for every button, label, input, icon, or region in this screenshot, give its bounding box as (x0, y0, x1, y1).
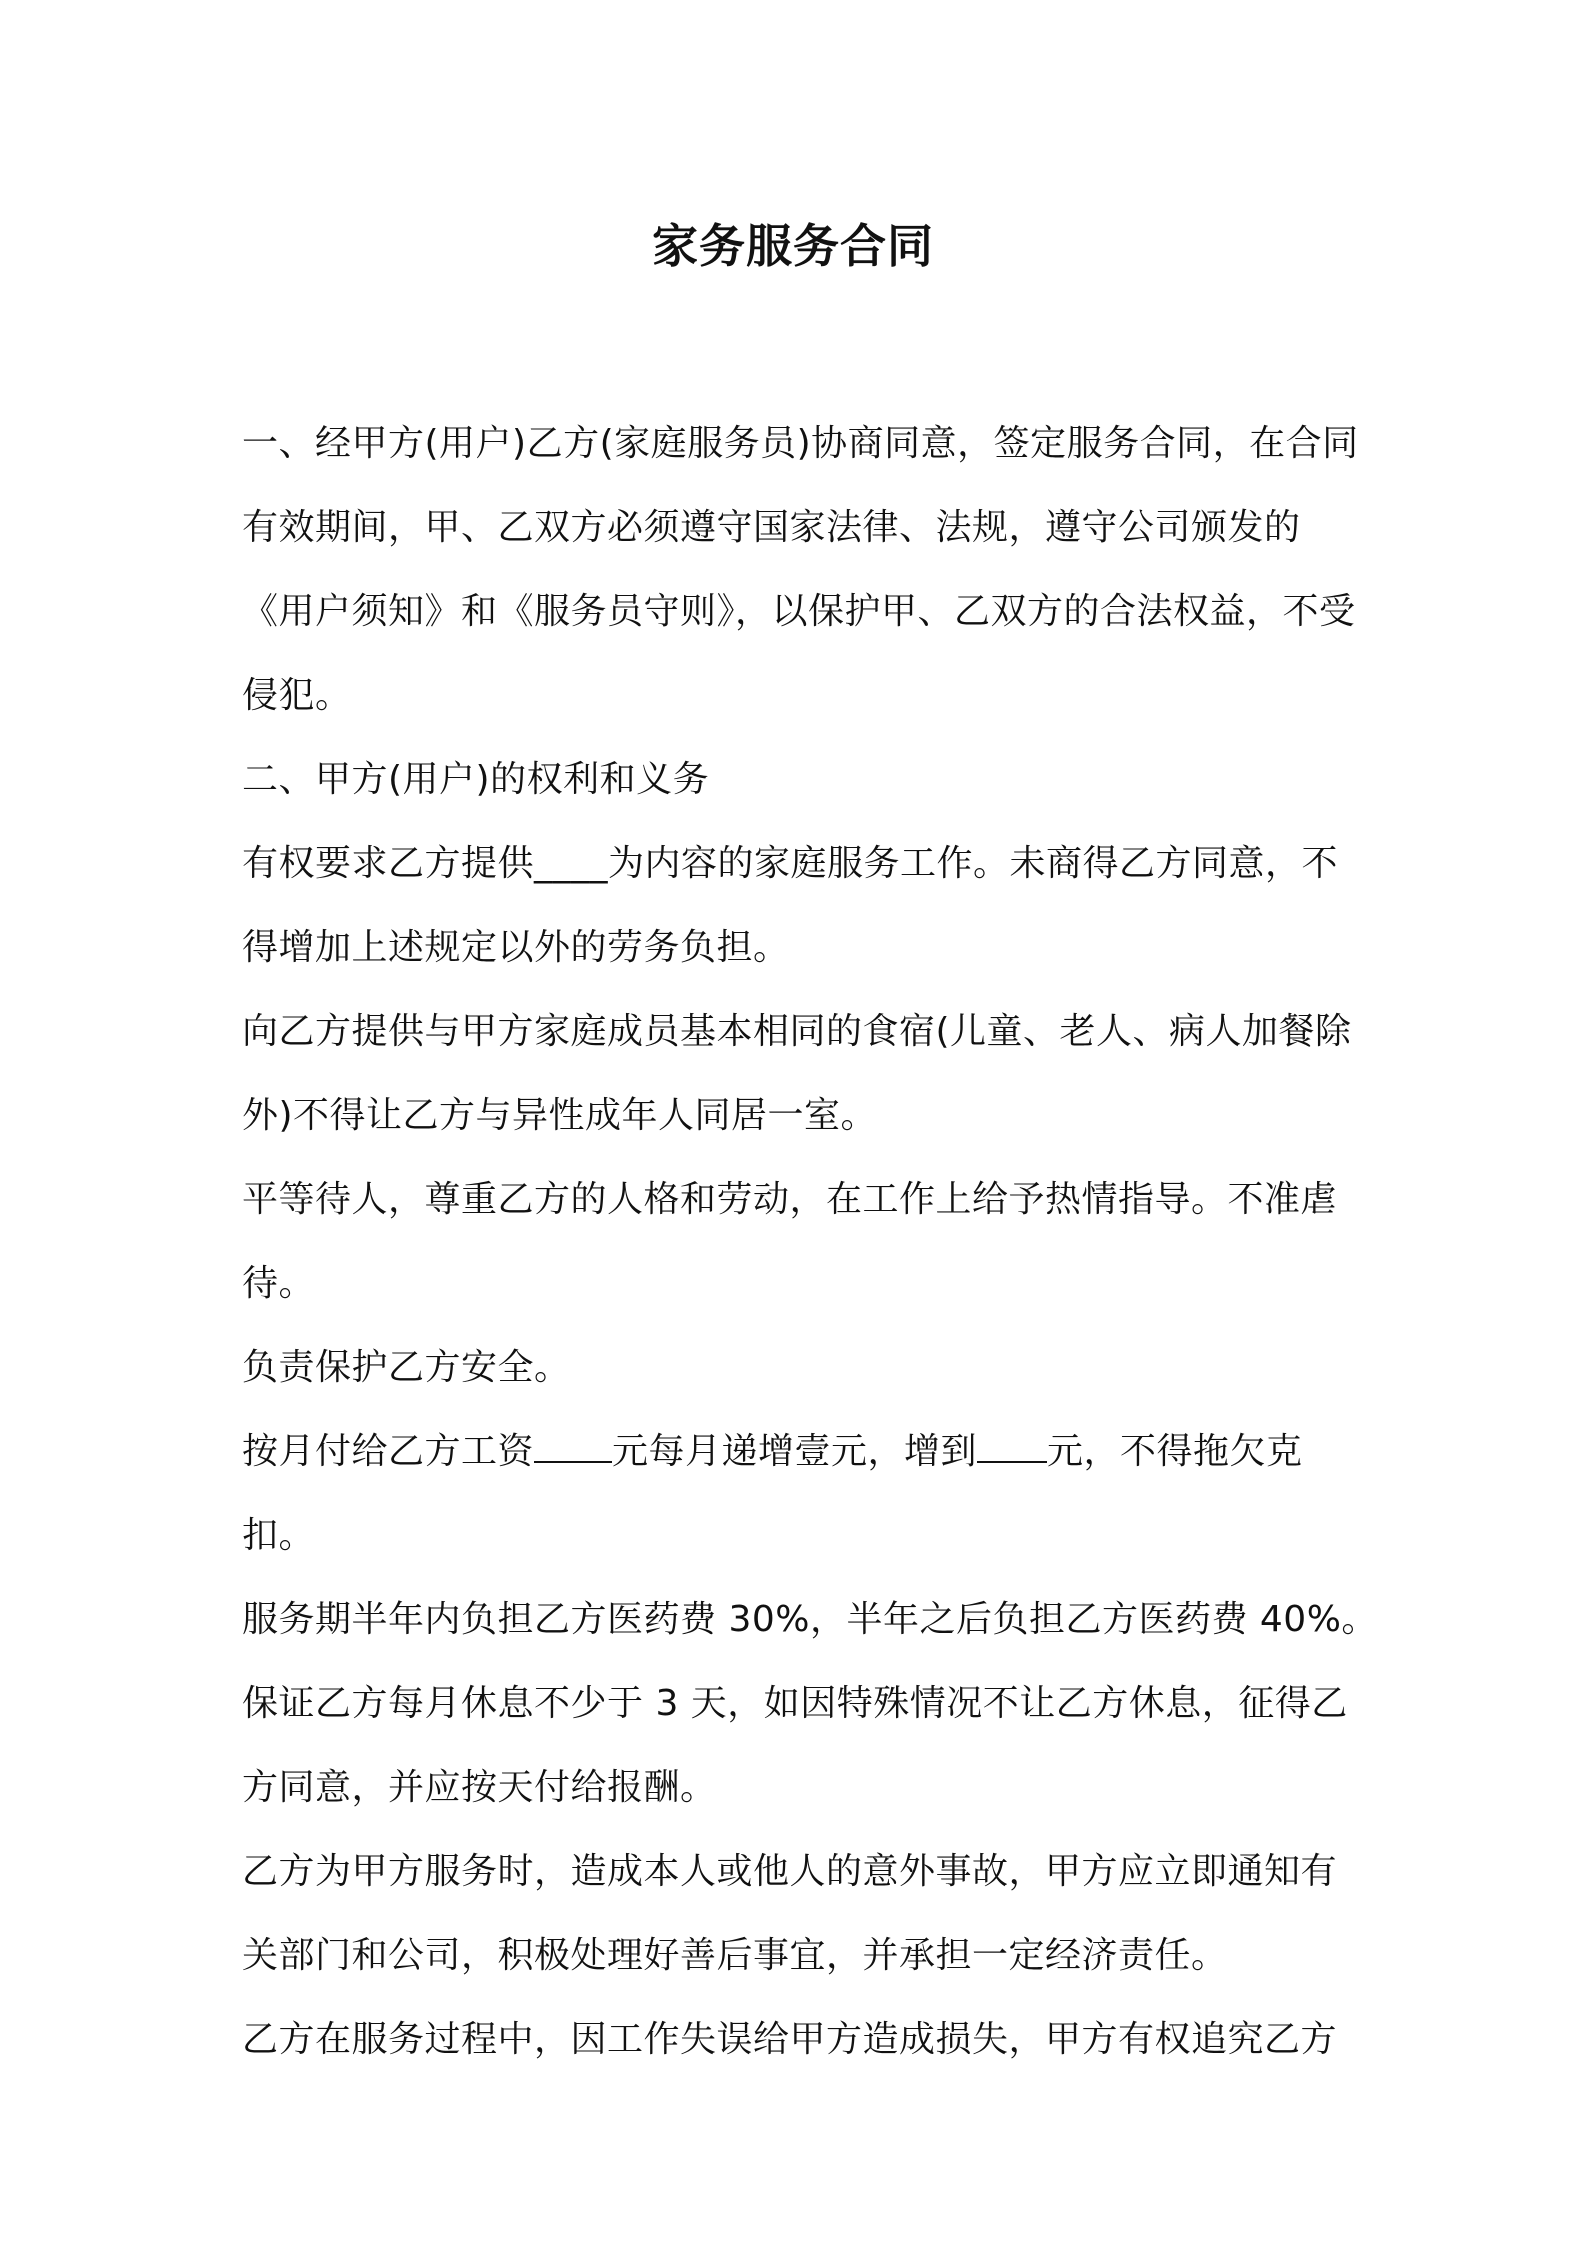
document-title: 家务服务合同 (652, 219, 934, 273)
safety-paragraph: 负责保护乙方安全。 (242, 1347, 571, 1388)
clause-1-paragraph: 一、经甲方(用户)乙方(家庭服务员)协商同意，签定服务合同，在合同有效期间，甲、乙双方必须遵守国家法律、法规，遵守公司颁发的《用户须知》和《服务员守则》，以保护甲、乙双方的合法权益，不受侵犯。 (242, 423, 1359, 716)
wage-text-part1: 按月付给乙方工资 (242, 1431, 535, 1472)
service-content-text-after: 为内容的家庭服务工作。未商得乙方同意，不得增加上述规定以外的劳务负担。 (242, 843, 1339, 968)
service-content-blank: ____ (534, 843, 609, 884)
wage-cap-blank (977, 1425, 1047, 1463)
rest-days-paragraph: 保证乙方每月休息不少于 3 天，如因特殊情况不让乙方休息，征得乙方同意，并应按天付给报酬。 (242, 1683, 1348, 1808)
medical-expense-paragraph: 服务期半年内负担乙方医药费 30%，半年之后负担乙方医药费 40%。 (242, 1599, 1378, 1640)
board-lodging-paragraph: 向乙方提供与甲方家庭成员基本相同的食宿(儿童、老人、病人加餐除外)不得让乙方与异性成年人同居一室。 (242, 1011, 1352, 1136)
wage-text-part2: 元每月递增壹元，增到 (612, 1431, 978, 1472)
respect-paragraph: 平等待人，尊重乙方的人格和劳动，在工作上给予热情指导。不准虐待。 (242, 1179, 1338, 1304)
wage-paragraph (242, 1410, 1372, 1578)
wage-text-part3: 元，不得拖欠克扣。 (242, 1431, 1303, 1556)
clause-2-heading: 二、甲方(用户)的权利和义务 (242, 759, 710, 800)
wage-amount-blank (534, 1425, 612, 1463)
service-content-paragraph (242, 822, 1372, 990)
service-content-text-before: 有权要求乙方提供 (242, 843, 535, 884)
document-body (242, 402, 1378, 2082)
accident-paragraph: 乙方为甲方服务时，造成本人或他人的意外事故，甲方应立即通知有关部门和公司，积极处理好善后事宜，并承担一定经济责任。 (242, 1851, 1338, 1976)
loss-liability-paragraph: 乙方在服务过程中，因工作失误给甲方造成损失，甲方有权追究乙方 (242, 2019, 1338, 2060)
